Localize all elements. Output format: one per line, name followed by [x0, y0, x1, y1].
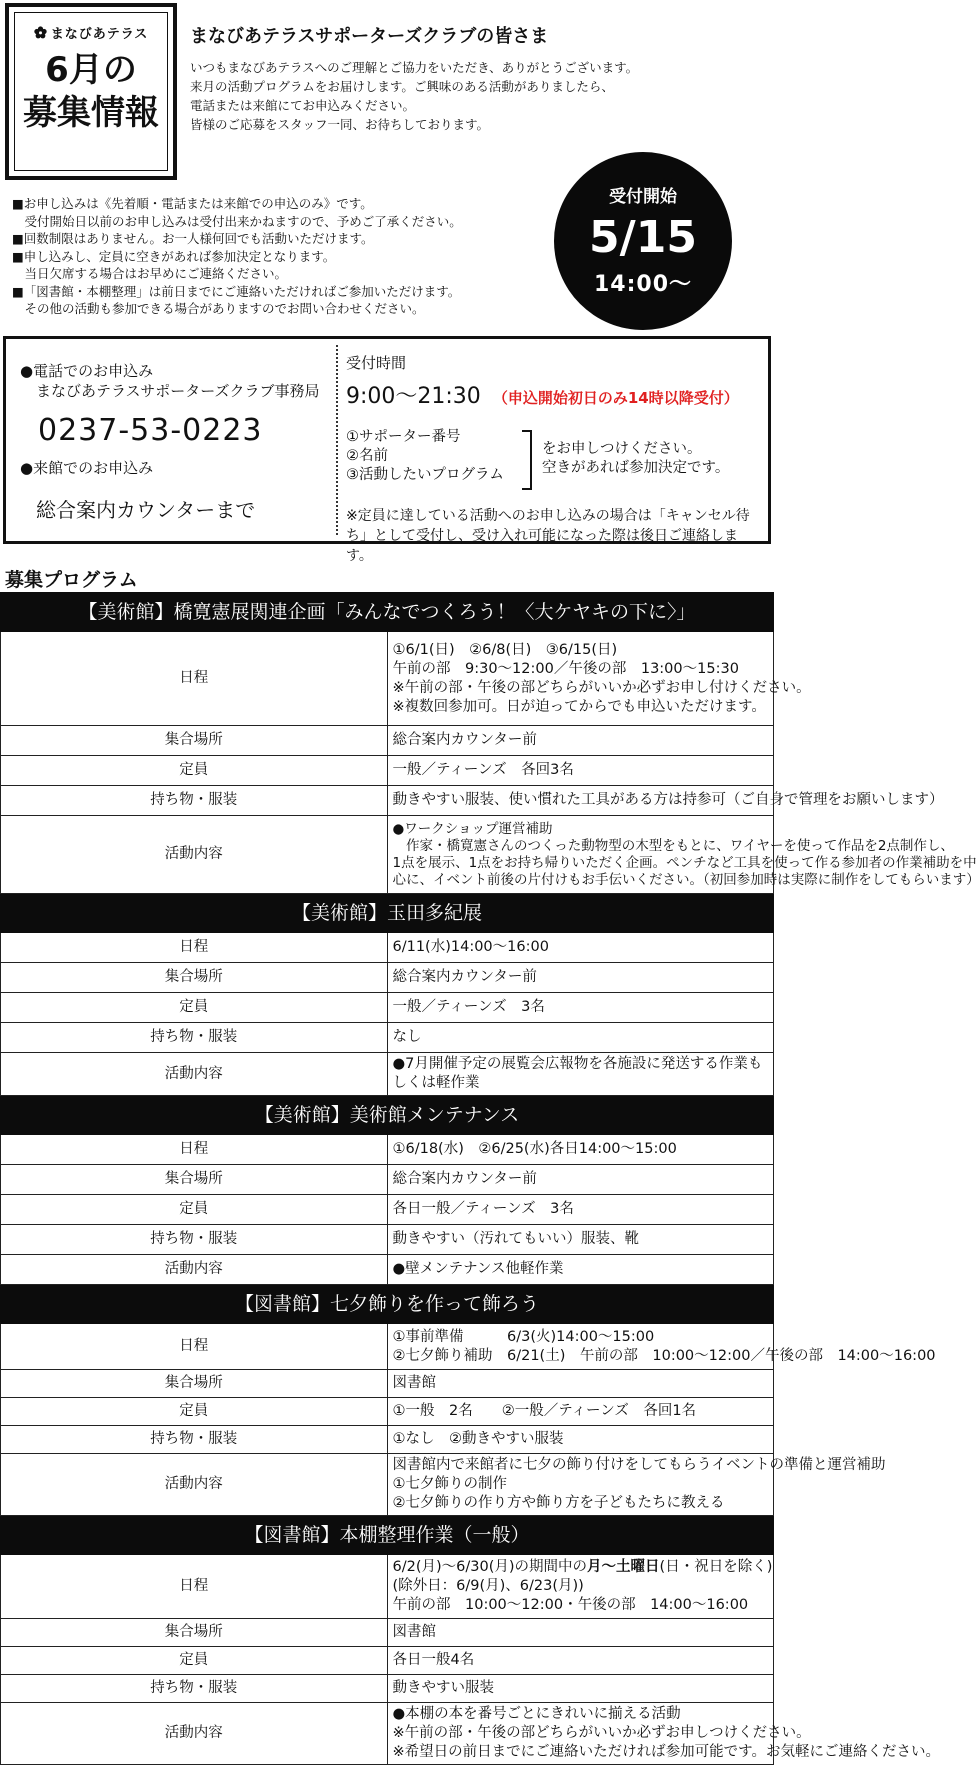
content-label: 活動内容 — [1, 816, 388, 894]
capacity-label: 定員 — [1, 993, 388, 1023]
required-item: ③活動したいプログラム — [346, 467, 504, 483]
program-date: 6/11(水)14:00〜16:00 — [387, 933, 774, 963]
required-item: ①サポーター番号 — [346, 429, 461, 445]
hours-row — [346, 379, 768, 410]
logo-brand-text: まなびあテラス — [50, 27, 149, 42]
required-item: ②名前 — [346, 448, 388, 464]
visit-place: 総合案内カウンターまで — [36, 498, 256, 522]
program-title: 【美術館】美術館メンテナンス — [1, 1096, 774, 1135]
program-title: 【美術館】玉田多紀展 — [1, 894, 774, 933]
hours: 9:00〜21:30 — [346, 384, 481, 409]
items-note-line: をお申しつけください。 — [542, 441, 702, 457]
badge-date: 5/15 — [589, 212, 697, 263]
place-label: 集合場所 — [1, 1370, 388, 1398]
content-label: 活動内容 — [1, 1255, 388, 1285]
program-title: 【図書館】本棚整理作業（一般） — [1, 1516, 774, 1555]
date-label: 日程 — [1, 1135, 388, 1165]
program-place: 総合案内カウンター前 — [387, 1165, 774, 1195]
program-place: 総合案内カウンター前 — [387, 963, 774, 993]
content-label: 活動内容 — [1, 1454, 388, 1516]
program-title: 【美術館】橋寛憲展関連企画「みんなでつくろう！〈大ケヤキの下に〉」 — [1, 593, 774, 632]
items-label: 持ち物・服装 — [1, 1225, 388, 1255]
program-capacity: ①一般 2名 ②一般／ティーンズ 各回1名 — [387, 1398, 774, 1426]
program-place: 図書館 — [387, 1370, 774, 1398]
program-place: 図書館 — [387, 1619, 774, 1647]
place-label: 集合場所 — [1, 963, 388, 993]
program-content: ●壁メンテナンス他軽作業 — [387, 1255, 774, 1285]
program-items: 動きやすい（汚れてもいい）服装、靴 — [387, 1225, 774, 1255]
notes — [12, 195, 542, 318]
place-label: 集合場所 — [1, 726, 388, 756]
phone-number[interactable]: 0237-53-0223 — [38, 413, 263, 448]
items-label: 持ち物・服装 — [1, 1675, 388, 1703]
items-label: 持ち物・服装 — [1, 1426, 388, 1454]
items-note-line: 空きがあれば参加決定です。 — [542, 460, 730, 476]
logo-brand — [15, 23, 167, 42]
contact-divider — [336, 345, 338, 535]
note-line: 受付開始日以前のお申し込みは受付出来かねますので、予めご了承ください。 — [12, 213, 462, 229]
phone-org: まなびあテラスサポーターズクラブ事務局 — [36, 382, 320, 400]
program-date: ①事前準備 6/3(火)14:00〜15:00 ②七夕飾り補助 6/21(土) 午前の部 10:00〜12:00／午後の部 14:00〜16:00 — [387, 1324, 774, 1370]
intro — [190, 22, 770, 134]
note-line: 当日欠席する場合はお早めにご連絡ください。 — [12, 266, 288, 281]
note-line: ■お申し込みは《先着順・電話または来館での申込のみ》です。 — [12, 196, 373, 211]
contact-right — [346, 339, 768, 564]
intro-line: 来月の活動プログラムをお届けします。ご興味のある活動がありましたら、 — [190, 79, 614, 94]
intro-line: 皆様のご応募をスタッフ一同、お待ちしております。 — [190, 117, 490, 132]
capacity-label: 定員 — [1, 1647, 388, 1675]
phone-label: ●電話でのお申込み — [20, 362, 154, 380]
flower-icon — [34, 26, 47, 39]
program-items: 動きやすい服装、使い慣れた工具がある方は持参可（ご自身で管理をお願いします） — [387, 786, 774, 816]
visit-label: ●来館でのお申込み — [20, 459, 154, 477]
program-items: 動きやすい服装 — [387, 1675, 774, 1703]
date-label: 日程 — [1, 1324, 388, 1370]
note-line: その他の活動も参加できる場合がありますのでお問い合わせください。 — [12, 301, 425, 316]
reception-start-badge — [554, 152, 732, 330]
note-line: ■申し込みし、定員に空きがあれば参加決定となります。 — [12, 248, 336, 264]
program-content: 図書館内で来館者に七夕の飾り付けをしてもらうイベントの準備と運営補助 ①七夕飾りの制作 ②七夕飾りの作り方や飾り方を子どもたちに教える — [387, 1454, 774, 1516]
note-line: ■回数制限はありません。お一人様何回でも活動いただけます。 — [12, 231, 374, 246]
program-items: なし — [387, 1023, 774, 1053]
capacity-label: 定員 — [1, 756, 388, 786]
program-content: ●本棚の本を番号ごとにきれいに揃える活動 ※午前の部・午後の部どちらがいいか必ずお申しつけください。 ※希望日の前日までにご連絡いただければ参加可能です。お気軽にご連絡ください。 — [387, 1703, 774, 1765]
intro-line: いつもまなびあテラスへのご理解とご協力をいただき、ありがとうございます。 — [190, 60, 639, 75]
place-label: 集合場所 — [1, 1619, 388, 1647]
date-label: 日程 — [1, 933, 388, 963]
intro-line: 電話または来館にてお申込みください。 — [190, 98, 416, 113]
capacity-label: 定員 — [1, 1398, 388, 1426]
logo-month: 6月の — [45, 50, 137, 90]
place-label: 集合場所 — [1, 1165, 388, 1195]
badge-label: 受付開始 — [609, 187, 677, 207]
programs — [0, 592, 980, 1765]
items-label: 持ち物・服装 — [1, 786, 388, 816]
date-label: 日程 — [1, 1555, 388, 1619]
logo-title: 募集情報 — [23, 93, 159, 133]
contact-box — [3, 336, 771, 564]
required-items — [346, 428, 768, 494]
program-date: ①6/1(日) ②6/8(日) ③6/15(日) 午前の部 9:30〜12:00／午後の部 13:00〜15:30 ※午前の部・午後の部どちらがいいか必ずお申し付けください。 ※複数回参加可。日が迫ってからでも申込いただけます。 — [387, 632, 774, 726]
items-label: 持ち物・服装 — [1, 1023, 388, 1053]
logo-box — [5, 3, 177, 180]
date-label: 日程 — [1, 632, 388, 726]
program-date: ①6/18(水) ②6/25(水)各日14:00〜15:00 — [387, 1135, 774, 1165]
program-place: 総合案内カウンター前 — [387, 726, 774, 756]
program-capacity: 一般／ティーンズ 各回3名 — [387, 756, 774, 786]
program-table — [0, 592, 980, 1765]
capacity-label: 定員 — [1, 1195, 388, 1225]
hours-note: （申込開始初日のみ14時以降受付） — [492, 389, 739, 407]
program-items: ①なし ②動きやすい服装 — [387, 1426, 774, 1454]
cancel-note: ※定員に達している活動へのお申し込みの場合は「キャンセル待ち」として受付し、受け入れ可能になった際は後日ご連絡します。 — [346, 508, 750, 564]
program-content: ●7月開催予定の展覧会広報物を各施設に発送する作業もしくは軽作業 — [387, 1053, 774, 1096]
program-content: ●ワークショップ運営補助 作家・橋寛憲さんのつくった動物型の木型をもとに、ワイヤーを使って作品を2点制作し、 1点を展示、1点をお持ち帰りいただく企画。ペンチなど工具を使って作る参加者の作業補助を中 心に、イベント前後の片付けもお手伝いください。（初回参加時は実際に制作をしてもらいます） — [387, 816, 774, 894]
section-title: 募集プログラム — [5, 569, 138, 591]
program-capacity: 一般／ティーンズ 3名 — [387, 993, 774, 1023]
bracket — [522, 430, 532, 490]
content-label: 活動内容 — [1, 1053, 388, 1096]
program-capacity: 各日一般4名 — [387, 1647, 774, 1675]
content-label: 活動内容 — [1, 1703, 388, 1765]
program-title: 【図書館】七夕飾りを作って飾ろう — [1, 1285, 774, 1324]
badge-time: 14:00〜 — [593, 272, 693, 297]
hours-label: 受付時間 — [346, 354, 407, 372]
note-line: ■「図書館・本棚整理」は前日までにご連絡いただければご参加いただけます。 — [12, 283, 461, 299]
required-items-note — [542, 440, 729, 478]
program-date: 6/2(月)〜6/30(月)の期間中の月〜土曜日(日・祝日を除く) (除外日：6/9(月)、6/23(月)) 午前の部 10:00〜12:00・午後の部 14:00〜16:00 — [387, 1555, 774, 1619]
program-capacity: 各日一般／ティーンズ 3名 — [387, 1195, 774, 1225]
contact-left — [6, 339, 336, 541]
intro-title: まなびあテラスサポーターズクラブの皆さま — [190, 26, 549, 47]
